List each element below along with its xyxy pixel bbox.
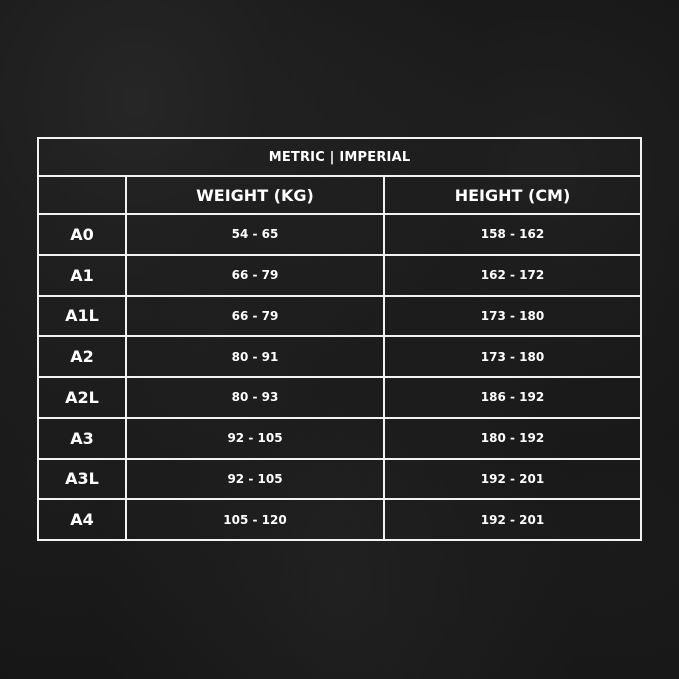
size-label: A3L <box>38 459 126 500</box>
weight-column-header: WEIGHT (KG) <box>126 176 384 214</box>
height-value: 192 - 201 <box>384 459 641 500</box>
corner-cell <box>38 176 126 214</box>
weight-value: 66 - 79 <box>126 255 384 296</box>
size-label: A2 <box>38 336 126 377</box>
table-row <box>38 296 641 337</box>
weight-value: 92 - 105 <box>126 459 384 500</box>
weight-value: 80 - 93 <box>126 377 384 418</box>
weight-value: 66 - 79 <box>126 296 384 337</box>
size-label: A0 <box>38 214 126 255</box>
height-value: 180 - 192 <box>384 418 641 459</box>
height-value: 173 - 180 <box>384 336 641 377</box>
height-value: 162 - 172 <box>384 255 641 296</box>
size-label: A1 <box>38 255 126 296</box>
table-row <box>38 214 641 255</box>
column-header-row <box>38 176 641 214</box>
height-value: 192 - 201 <box>384 499 641 540</box>
table-title-row <box>38 138 641 176</box>
height-value: 158 - 162 <box>384 214 641 255</box>
weight-value: 105 - 120 <box>126 499 384 540</box>
height-value: 186 - 192 <box>384 377 641 418</box>
table-row <box>38 255 641 296</box>
table-row <box>38 459 641 500</box>
weight-value: 54 - 65 <box>126 214 384 255</box>
size-chart-table <box>37 137 642 541</box>
table-row <box>38 336 641 377</box>
height-value: 173 - 180 <box>384 296 641 337</box>
height-column-header: HEIGHT (CM) <box>384 176 641 214</box>
size-label: A1L <box>38 296 126 337</box>
table-row <box>38 499 641 540</box>
unit-toggle-title: METRIC | IMPERIAL <box>38 138 641 176</box>
size-label: A2L <box>38 377 126 418</box>
weight-value: 80 - 91 <box>126 336 384 377</box>
size-label: A4 <box>38 499 126 540</box>
weight-value: 92 - 105 <box>126 418 384 459</box>
table-row <box>38 377 641 418</box>
size-label: A3 <box>38 418 126 459</box>
table-row <box>38 418 641 459</box>
